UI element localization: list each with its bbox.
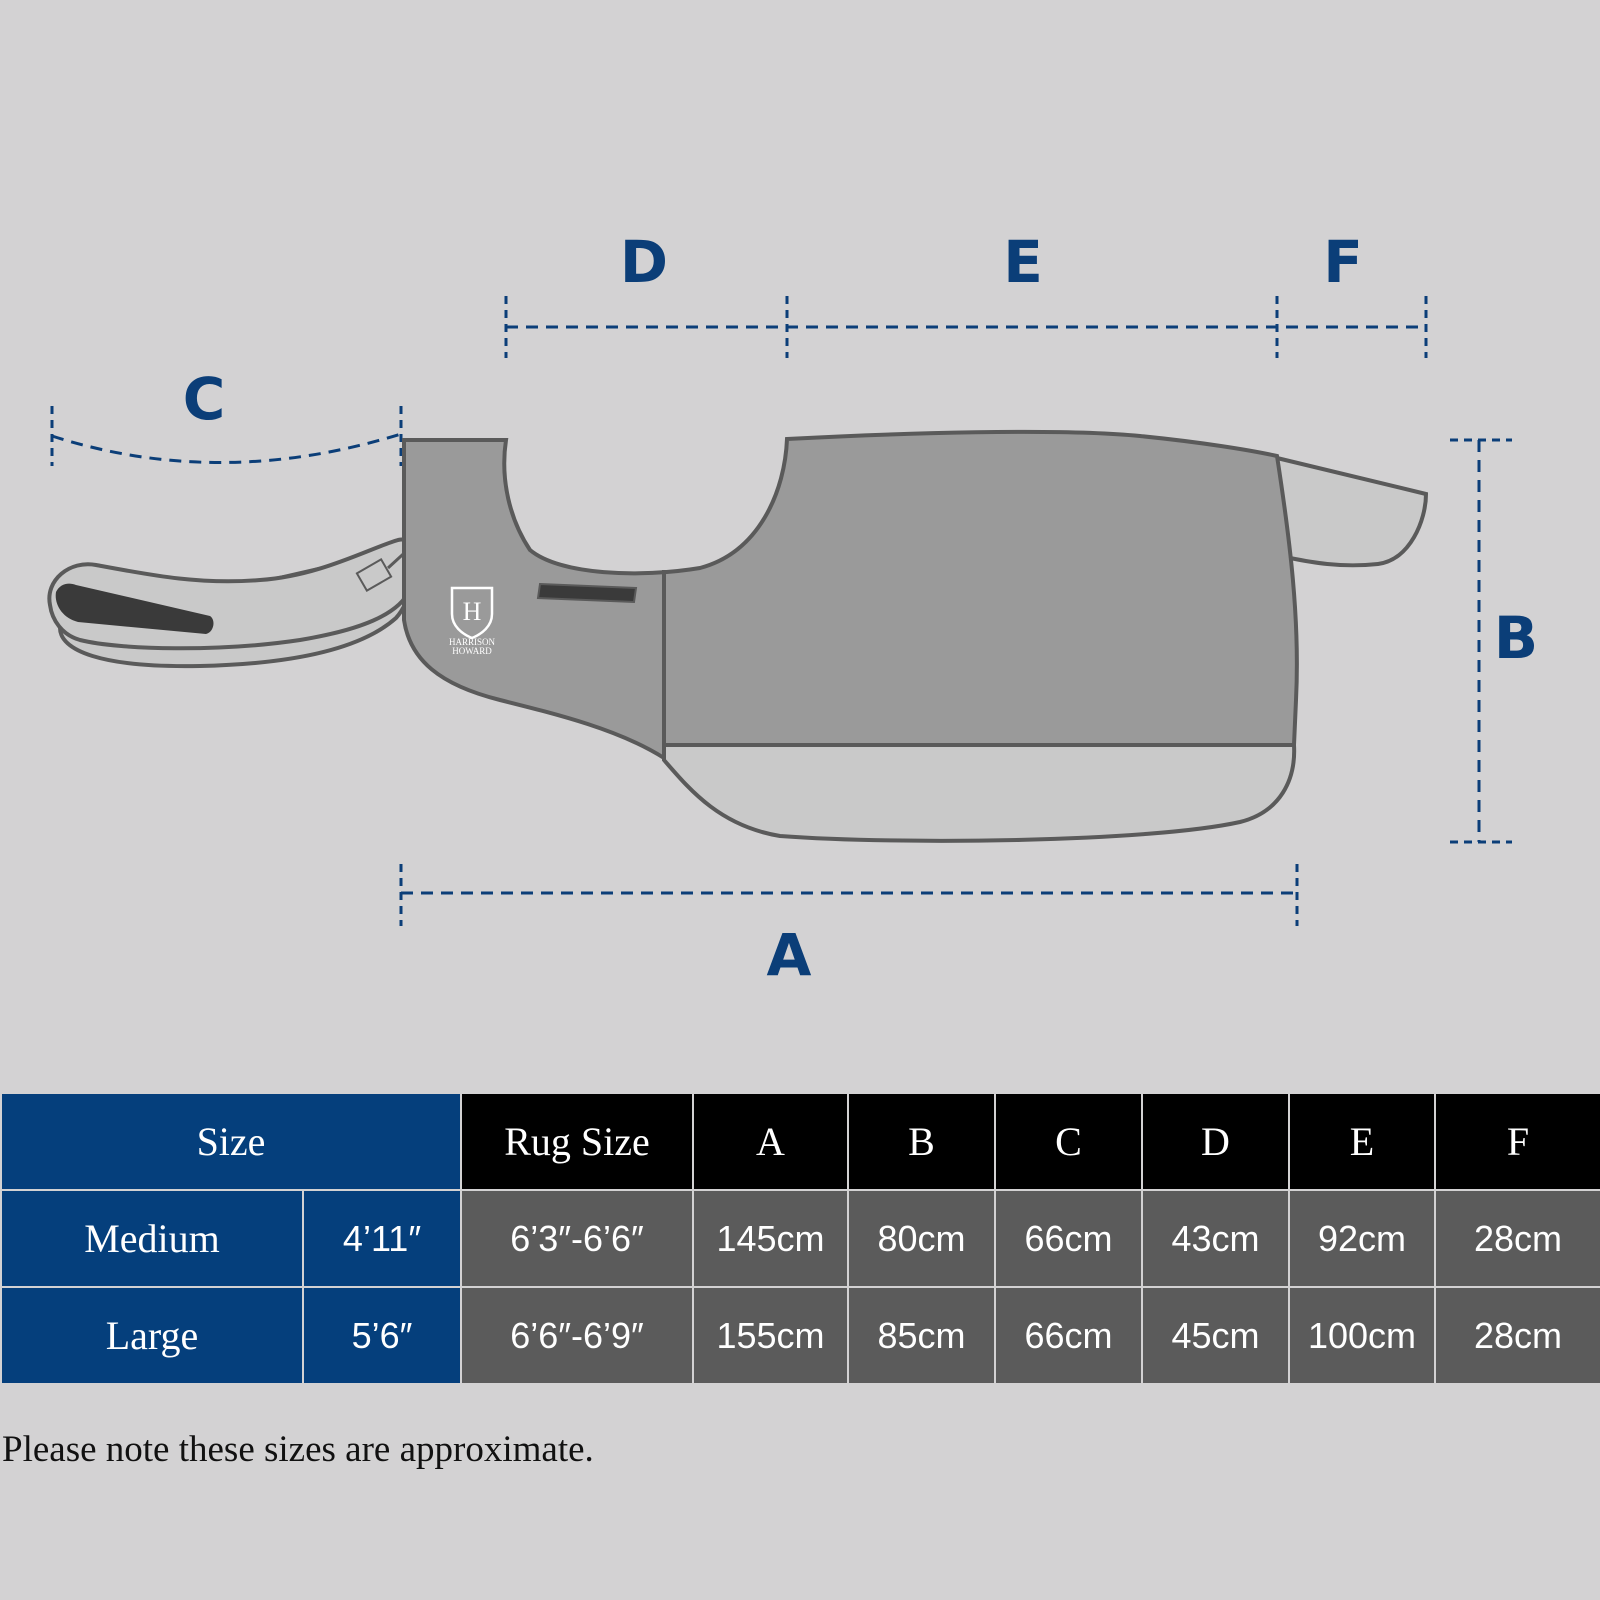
table-row [1, 1190, 1600, 1287]
table-row [1, 1287, 1600, 1384]
svg-text:HOWARD: HOWARD [452, 646, 492, 656]
table-header-row [1, 1093, 1600, 1190]
size-table [0, 1092, 1600, 1385]
label-b: B [1493, 604, 1539, 672]
rug-size-value: 6’3″-6’6″ [461, 1190, 693, 1287]
label-d: D [619, 228, 669, 296]
label-c: C [182, 365, 226, 433]
value-e: 100cm [1289, 1287, 1435, 1384]
approximate-sizes-note: Please note these sizes are approximate. [2, 1429, 594, 1470]
value-b: 85cm [848, 1287, 995, 1384]
header-size: Size [1, 1093, 461, 1190]
value-a: 145cm [693, 1190, 848, 1287]
measure-def-line [506, 296, 1426, 358]
value-d: 43cm [1142, 1190, 1289, 1287]
label-a: A [766, 921, 812, 989]
value-e: 92cm [1289, 1190, 1435, 1287]
neck-cover [49, 536, 440, 666]
header-b: B [848, 1093, 995, 1190]
label-e: E [1003, 228, 1043, 296]
measure-a-line [401, 864, 1297, 926]
header-f: F [1435, 1093, 1600, 1190]
size-name: Medium [1, 1190, 303, 1287]
rug-body [404, 432, 1426, 841]
rug-size-value: 6’6″-6’9″ [461, 1287, 693, 1384]
label-f: F [1323, 228, 1363, 296]
size-name: Large [1, 1287, 303, 1384]
header-a: A [693, 1093, 848, 1190]
header-c: C [995, 1093, 1142, 1190]
header-rug-size: Rug Size [461, 1093, 693, 1190]
size-height: 4’11″ [303, 1190, 461, 1287]
svg-text:H: H [462, 597, 482, 626]
measure-c-line [52, 406, 401, 466]
value-d: 45cm [1142, 1287, 1289, 1384]
svg-text:HARRISON: HARRISON [448, 637, 496, 647]
value-a: 155cm [693, 1287, 848, 1384]
header-e: E [1289, 1093, 1435, 1190]
value-f: 28cm [1435, 1287, 1600, 1384]
value-f: 28cm [1435, 1190, 1600, 1287]
header-d: D [1142, 1093, 1289, 1190]
value-c: 66cm [995, 1190, 1142, 1287]
value-b: 80cm [848, 1190, 995, 1287]
value-c: 66cm [995, 1287, 1142, 1384]
size-height: 5’6″ [303, 1287, 461, 1384]
